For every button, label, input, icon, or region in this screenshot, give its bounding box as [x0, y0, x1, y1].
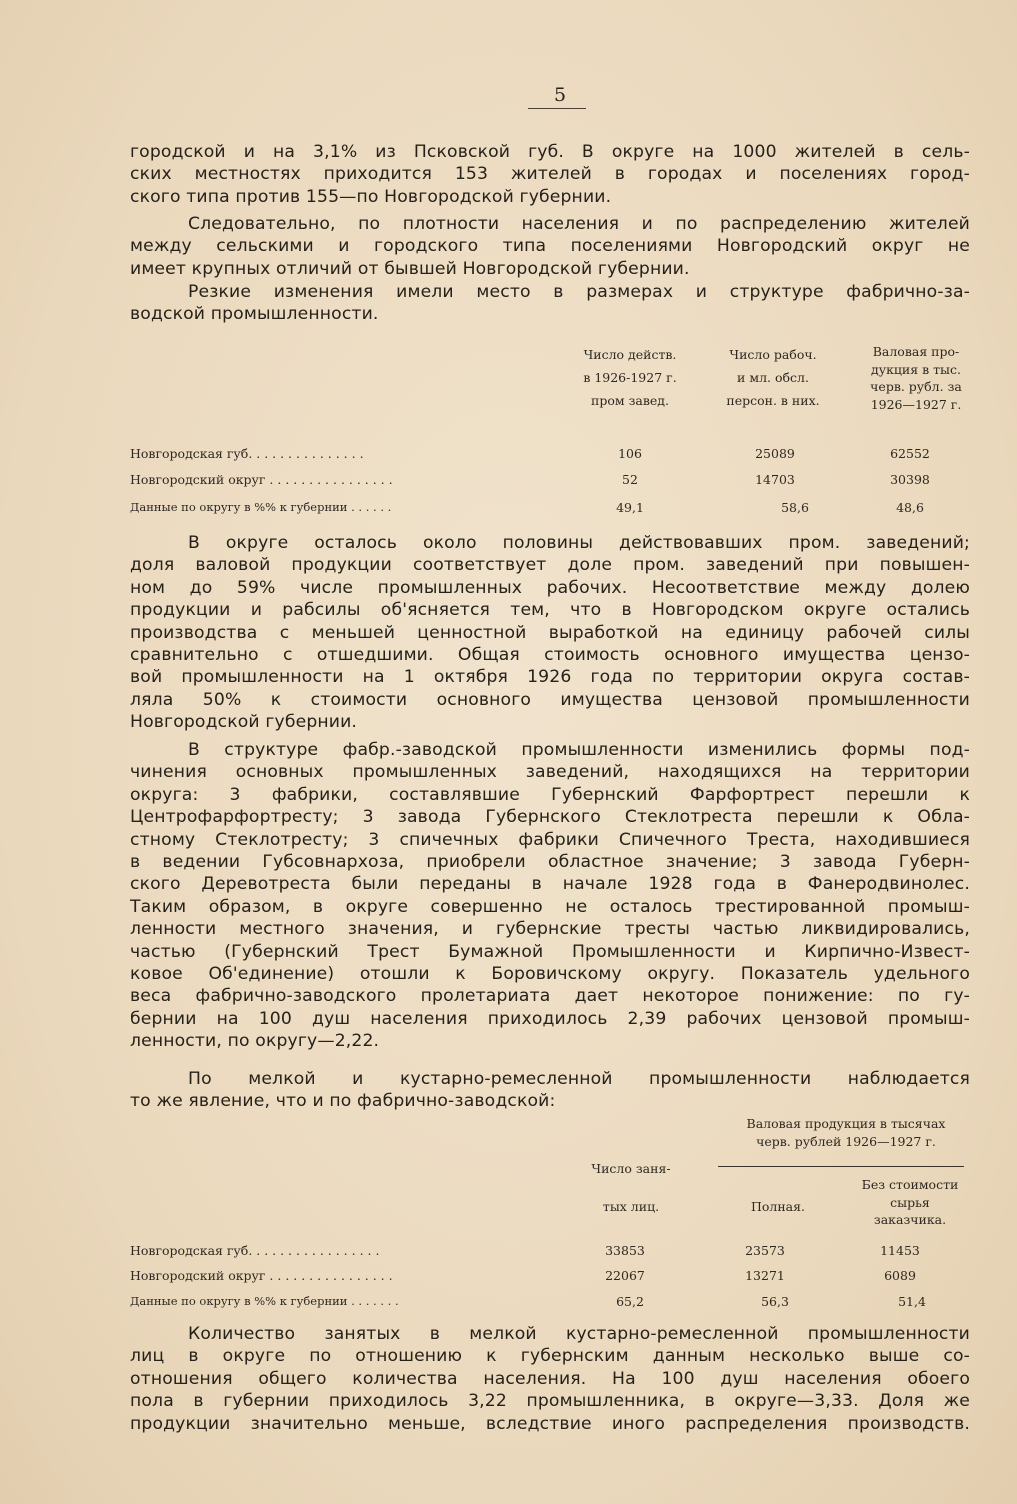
text-line: между сельскими и городского типа поселениями Новгородский округ не	[130, 236, 970, 257]
table-row-label: Данные по округу в %% к губернии . . . . . .	[130, 500, 392, 514]
table-cell: 11453	[880, 1243, 920, 1258]
table-cell: 62552	[890, 446, 930, 461]
table-cell: 106	[618, 446, 642, 461]
text-line: округа: 3 фабрики, составлявшие Губернский Фарфортрест перешли к	[130, 784, 970, 805]
text-line: отношения общего количества населения. На 100 душ населения обоего	[130, 1368, 970, 1389]
text-line: сравнительно с отшедшими. Общая стоимость основного имущества цензо-	[130, 644, 970, 665]
text-line: лиц в округе по отношению к губернским данным несколько выше со-	[130, 1346, 970, 1367]
text-line: ном до 59% числе промышленных рабочих. Несоответствие между долею	[130, 577, 970, 598]
table-cell: 56,3	[761, 1294, 789, 1309]
table-cell: 6089	[884, 1268, 916, 1283]
header-without-raw: Без стоимости сырья заказчика.	[861, 1177, 959, 1227]
header-rule	[718, 1166, 964, 1167]
paragraph-2	[130, 213, 970, 280]
text-line: частью (Губернский Трест Бумажной Промышленности и Кирпично-Извест-	[130, 941, 970, 962]
text-line: Таким образом, в округе совершенно не осталось трестированной промыш-	[130, 896, 970, 917]
header-output-group: Валовая продукция в тысячах черв. рублей 1926—1927 г.	[746, 1116, 946, 1149]
text-line: Новгородской губернии.	[130, 712, 358, 733]
table-cell: 33853	[605, 1243, 645, 1258]
text-line: Следовательно, по плотности населения и по распределению жителей	[188, 214, 970, 234]
paragraph-4	[130, 532, 970, 734]
text-line: ленности, по округу—2,22.	[130, 1031, 380, 1052]
table-cell: 22067	[605, 1268, 645, 1283]
text-line: веса фабрично-заводского пролетариата дает некоторое понижение: по гу-	[130, 986, 970, 1007]
text-line: Центрофарфортресту; 3 завода Губернского Стеклотреста перешли к Обла-	[130, 807, 970, 828]
header-establishments: Число действ. в 1926-1927 г. пром завед.	[583, 347, 677, 408]
text-line: По мелкой и кустарно-ремесленной промышленности наблюдается	[188, 1069, 970, 1089]
table-cell: 65,2	[616, 1294, 644, 1309]
paragraph-5	[130, 739, 970, 1052]
table-cell: 13271	[745, 1268, 785, 1283]
text-line: ского Деревотреста были переданы в начале 1928 года в Фанеродвинолес.	[130, 874, 970, 895]
text-line: вой промышленности на 1 октября 1926 года по территории округа состав-	[130, 667, 970, 688]
text-line: городской и на 3,1% из Псковской губ. В округе на 1000 жителей в сель-	[130, 142, 970, 162]
text-line: ковое Об'единение) отошли к Боровичскому округу. Показатель удельного	[130, 963, 970, 984]
table-cell: 48,6	[896, 500, 924, 515]
text-line: производства с меньшей ценностной выработкой на единицу рабочей силы	[130, 622, 970, 643]
table-cell: 51,4	[898, 1294, 926, 1309]
text-line: Резкие изменения имели место в размерах и структуре фабрично-за-	[188, 282, 970, 302]
table-cell: 14703	[755, 472, 795, 487]
text-line: Количество занятых в мелкой кустарно-ремесленной промышленности	[188, 1324, 970, 1344]
paragraph-6	[130, 1068, 970, 1113]
table-cell: 30398	[890, 472, 930, 487]
text-line: в ведении Губсовнархоза, приобрели областное значение; 3 завода Губерн-	[130, 851, 970, 872]
text-line: имеет крупных отличий от бывшей Новгородской губернии.	[130, 258, 690, 279]
text-line: доля валовой продукции соответствует доле пром. заведений при повышен-	[130, 555, 970, 576]
text-line: ских местностях приходится 153 жителей в городах и поселениях город-	[130, 164, 970, 185]
table-row-label: Новгородский округ . . . . . . . . . . . . . . . .	[130, 1268, 393, 1283]
table-row-label: Новгородская губ. . . . . . . . . . . . . . .	[130, 446, 364, 461]
text-line: В округе осталось около половины действовавших пром. заведений;	[188, 533, 970, 553]
table-row-label: Новгородский округ . . . . . . . . . . . . . . . .	[130, 472, 393, 487]
text-line: продукции и рабсилы об'ясняется тем, что в Новгородском округе остались	[130, 600, 970, 621]
text-line: ляла 50% к стоимости основного имущества цензовой промышленности	[130, 689, 970, 710]
text-line: чинения основных промышленных заведений, находящихся на территории	[130, 762, 970, 783]
paragraph-7	[130, 1323, 970, 1435]
text-line: продукции значительно меньше, вследствие иного распределения производств.	[130, 1413, 970, 1434]
table-row-label: Данные по округу в %% к губернии . . . . . . .	[130, 1294, 399, 1308]
paragraph-1	[130, 141, 970, 208]
text-line: стному Стеклотресту; 3 спичечных фабрики Спичечного Треста, находившиеся	[130, 829, 970, 850]
table-row-label: Новгородская губ. . . . . . . . . . . . . . . . .	[130, 1243, 380, 1258]
header-workers: Число рабоч. и мл. обсл. персон. в них.	[726, 347, 820, 408]
table-cell: 52	[622, 472, 638, 487]
page-number: 5	[553, 84, 567, 106]
header-employed: Число заня- тых лиц.	[591, 1161, 671, 1214]
text-line: ского типа против 155—по Новгородской губернии.	[130, 186, 612, 207]
text-line: бернии на 100 душ населения приходилось 2,39 рабочих цензовой промыш-	[130, 1008, 970, 1029]
header-full: Полная.	[750, 1199, 805, 1214]
table-cell: 25089	[755, 446, 795, 461]
text-line: пола в губернии приходилось 3,22 промышленника, в округе—3,33. Доля же	[130, 1391, 970, 1412]
table-cell: 23573	[745, 1243, 785, 1258]
table-cell: 58,6	[781, 500, 809, 515]
text-line: то же явление, что и по фабрично-заводской:	[130, 1091, 556, 1112]
text-line: ленности местного значения, и губернские тресты частью ликвидировались,	[130, 919, 970, 940]
text-line: водской промышленности.	[130, 304, 379, 325]
header-output: Валовая про- дукция в тыс. черв. рубл. за 1926—1927 г.	[870, 344, 962, 412]
page-number-rule	[528, 108, 586, 109]
paragraph-3	[130, 281, 970, 326]
table-cell: 49,1	[616, 500, 644, 515]
text-line: В структуре фабр.-заводской промышленности изменились формы под-	[188, 740, 970, 760]
